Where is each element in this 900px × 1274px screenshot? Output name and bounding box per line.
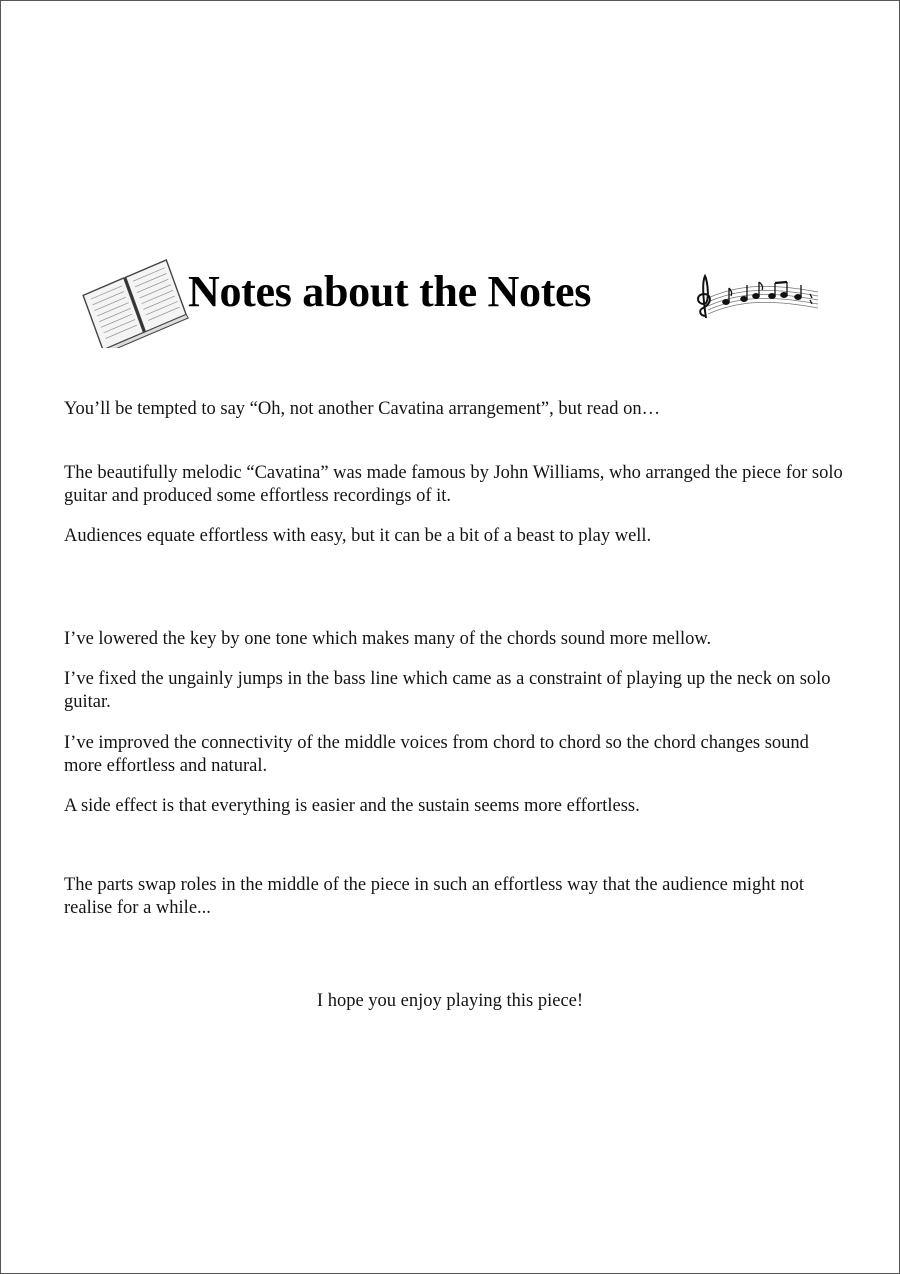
paragraph-key-change: I’ve lowered the key by one tone which makes many of the chords sound more mellow. <box>64 629 712 649</box>
page-header <box>78 258 838 350</box>
paragraph-side-effect: A side effect is that everything is easier and the sustain seems more effortless. <box>64 796 640 816</box>
paragraph-intro: You’ll be tempted to say “Oh, not another Cavatina arrangement”, but read on… <box>64 399 661 419</box>
paragraph-history: The beautifully melodic “Cavatina” was made famous by John Williams, who arranged the piece for solo guitar and produced some effortless recordings of it. <box>64 463 843 506</box>
paragraph-audiences: Audiences equate effortless with easy, but it can be a bit of a beast to play well. <box>64 526 652 546</box>
paragraph-middle-voices: I’ve improved the connectivity of the middle voices from chord to chord so the chord changes sound more effortless and natural. <box>64 733 809 776</box>
closing-line: I hope you enjoy playing this piece! <box>316 991 584 1011</box>
paragraph-bass-line: I’ve fixed the ungainly jumps in the bass line which came as a constraint of playing up the neck on solo guitar. <box>64 669 831 712</box>
open-book-icon <box>78 258 190 348</box>
page-title: Notes about the Notes <box>188 267 592 316</box>
paragraph-parts-swap: The parts swap roles in the middle of the piece in such an effortless way that the audience might not realise for a while... <box>64 875 804 918</box>
music-notes-icon <box>690 268 822 320</box>
